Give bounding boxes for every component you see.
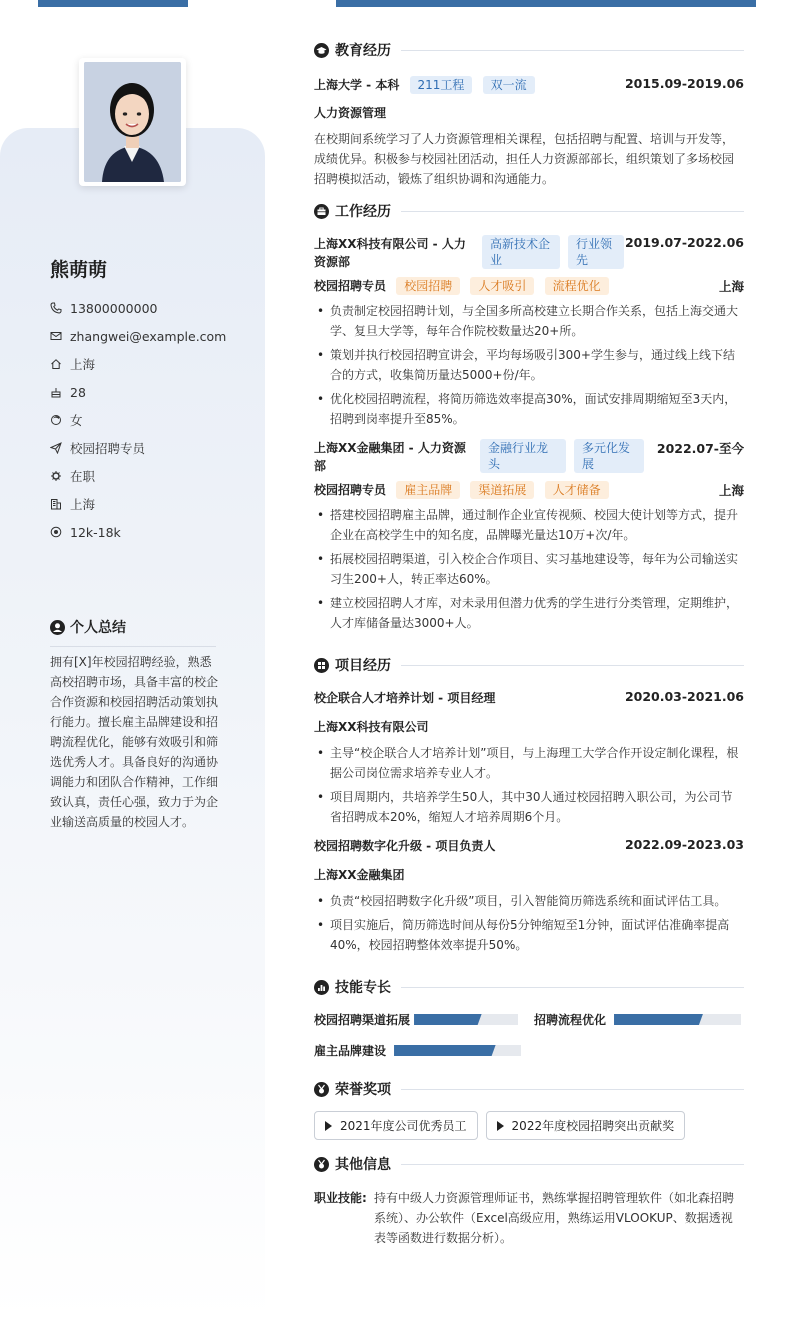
user-icon: [50, 620, 65, 635]
job-role-row: [314, 481, 744, 499]
projects-heading: [314, 653, 744, 677]
education-tag: 双一流: [483, 76, 535, 94]
education-title: 教育经历: [335, 43, 391, 59]
summary-text: 拥有[X]年校园招聘经验，熟悉高校招聘市场，具备丰富的校企合作资源和校园招聘活动策划执行能力。擅长雇主品牌建设和招聘流程优化，能够有效吸引和筛选优秀人才。具备良好的沟通协调能力和团队合作精神，工作细致认真，责任心强，致力于为企业输送高质量的校园人才。: [50, 655, 219, 829]
grid-icon: [314, 658, 329, 673]
contact-position: [50, 434, 260, 462]
job-company-group: [314, 235, 624, 271]
list-item: • 项目实施后，简历筛选时间从每份5分钟缩短至1分钟，面试评估准确率提高40%，校园招聘整体效率提升50%。: [314, 915, 744, 955]
contact-gender: [50, 406, 260, 434]
project-name: 校企联合人才培养计划 - 项目经理: [314, 691, 496, 705]
section-rule: [401, 50, 744, 51]
job-role-group: [314, 277, 609, 295]
job-company-group: [314, 439, 644, 475]
skill-name: 雇主品牌建设: [314, 1044, 387, 1058]
other-text: 持有中级人力资源管理师证书，熟练掌握招聘管理软件（如北森招聘系统）、办公软件（Excel高级应用，熟练运用VLOOKUP、数据透视表等函数进行数据分析）。: [374, 1191, 735, 1245]
skills-title: 技能专长: [335, 980, 391, 996]
project-header-row: [314, 689, 744, 706]
skill-bar: [614, 1014, 741, 1025]
job-role-row: [314, 277, 744, 295]
job-role: 校园招聘专员: [314, 279, 387, 293]
section-rule: [401, 1164, 744, 1165]
mail-icon: [50, 330, 62, 342]
job-date: 2022.07-至今: [656, 441, 744, 456]
awards-title: 荣誉奖项: [335, 1082, 391, 1098]
other-label: 职业技能:: [314, 1191, 367, 1205]
medal-icon: [314, 1157, 329, 1172]
section-rule: [401, 211, 744, 212]
contact-city: [50, 490, 260, 518]
section-rule: [401, 1089, 744, 1090]
other-heading: [314, 1152, 744, 1176]
work-title: 工作经历: [335, 204, 391, 220]
section-rule: [401, 987, 744, 988]
contact-salary: [50, 518, 260, 546]
job-date: 2019.07-2022.06: [624, 235, 744, 250]
education-major: 人力资源管理: [314, 106, 387, 120]
list-item: • 拓展校园招聘渠道，引入校企合作项目、实习基地建设等，每年为公司输送实习生200+人，转正率达60%。: [314, 549, 744, 589]
award-item: [314, 1111, 478, 1140]
location-text: 上海: [70, 357, 96, 372]
skill-bar: [394, 1045, 521, 1056]
triangle-icon: [497, 1121, 504, 1131]
contact-age: [50, 378, 260, 406]
education-heading: [314, 38, 744, 62]
phone-icon: [50, 302, 62, 314]
project-name: 校园招聘数字化升级 - 项目负责人: [314, 839, 496, 853]
job-city: 上海: [718, 483, 744, 498]
awards-heading: [314, 1077, 744, 1101]
role-tag: 雇主品牌: [396, 481, 460, 499]
project-entry: [314, 689, 744, 827]
job-header-row: [314, 439, 744, 475]
target-icon: [50, 526, 62, 538]
list-item: • 优化校园招聘流程，将简历筛选效率提高30%，面试安排周期缩短至3天内，招聘到岗率提升至85%。: [314, 389, 744, 429]
contact-location: [50, 350, 260, 378]
list-item: • 负责“校园招聘数字化升级”项目，引入智能简历筛选系统和面试评估工具。: [314, 891, 744, 911]
project-entry: [314, 837, 744, 955]
job-tag: 多元化发展: [574, 439, 644, 473]
candidate-name: 熊萌萌: [50, 259, 108, 281]
building-icon: [50, 498, 62, 510]
job-role-group: [314, 481, 609, 499]
list-item: • 主导“校企联合人才培养计划”项目，与上海理工大学合作开设定制化课程，根据公司岗位需求培养专业人才。: [314, 743, 744, 783]
medal-icon: [314, 1082, 329, 1097]
status-icon: [50, 470, 62, 482]
skills-heading: [314, 975, 744, 999]
job-tag: 金融行业龙头: [480, 439, 566, 473]
summary-title-text: 个人总结: [70, 620, 126, 636]
briefcase-icon: [314, 204, 329, 219]
email-text: zhangwei@example.com: [70, 328, 227, 344]
contact-list: [50, 294, 260, 546]
job-bullets: [314, 301, 744, 429]
job-bullets: [314, 505, 744, 633]
other-row: [314, 1188, 744, 1248]
award-item: [486, 1111, 686, 1140]
project-org: 上海XX科技有限公司: [314, 720, 429, 734]
skill-item: [314, 1042, 521, 1059]
job-tag: 行业领先: [568, 235, 624, 269]
role-tag: 人才储备: [545, 481, 609, 499]
skill-bar: [414, 1014, 518, 1025]
project-date: 2020.03-2021.06: [624, 689, 744, 704]
status-text: 在职: [70, 469, 96, 484]
list-item: • 搭建校园招聘雇主品牌，通过制作企业宣传视频、校园大使计划等方式，提升企业在高校学生中的知名度，品牌曝光量达10万+次/年。: [314, 505, 744, 545]
work-heading: [314, 199, 744, 223]
list-item: • 建立校园招聘人才库，对未录用但潜力优秀的学生进行分类管理，定期维护，人才库储备量达3000+人。: [314, 593, 744, 633]
top-accent-bar-right: [336, 0, 756, 7]
skill-name: 校园招聘渠道拓展: [314, 1013, 411, 1027]
profile-photo: [84, 62, 181, 182]
project-bullets: [314, 743, 744, 827]
other-title: 其他信息: [335, 1157, 391, 1173]
job-company: 上海XX金融集团 - 人力资源部: [314, 441, 466, 473]
avatar: [79, 58, 186, 186]
contact-phone: [50, 294, 260, 322]
contact-status: [50, 462, 260, 490]
cake-icon: [50, 386, 62, 398]
skill-bar-fill: [394, 1045, 496, 1056]
role-tag: 流程优化: [545, 277, 609, 295]
job-entry: [314, 439, 744, 633]
phone-text: 13800000000: [70, 300, 158, 316]
education-date: 2015.09-2019.06: [624, 76, 744, 91]
project-date: 2022.09-2023.03: [624, 837, 744, 852]
award-text: 2022年度校园招聘突出贡献奖: [511, 1119, 675, 1133]
awards-list: [314, 1111, 744, 1140]
role-tag: 人才吸引: [470, 277, 534, 295]
gender-text: 女: [70, 413, 83, 428]
position-text: 校园招聘专员: [70, 441, 146, 456]
role-tag: 校园招聘: [396, 277, 460, 295]
salary-text: 12k-18k: [70, 524, 121, 540]
list-item: • 负责制定校园招聘计划，与全国多所高校建立长期合作关系，包括上海交通大学、复旦大学等，每年合作院校数量达20+所。: [314, 301, 744, 341]
education-school-group: [314, 76, 535, 94]
list-item: • 策划并执行校园招聘宣讲会，平均每场吸引300+学生参与，通过线上线下结合的方式，收集简历量达5000+份/年。: [314, 345, 744, 385]
city-text: 上海: [70, 497, 96, 512]
education-school: 上海大学 - 本科: [314, 78, 400, 92]
skill-bar-fill: [414, 1014, 482, 1025]
role-tag: 渠道拓展: [470, 481, 534, 499]
job-header-row: [314, 235, 744, 271]
summary-divider: [50, 646, 216, 647]
education-desc: 在校期间系统学习了人力资源管理相关课程，包括招聘与配置、培训与开发等，成绩优异。积极参与校园社团活动，担任人力资源部部长，组织策划了多场校园招聘模拟活动，锻炼了组织协调和沟通能力。: [314, 132, 735, 186]
top-accent-bar-left: [38, 0, 188, 7]
education-tag: 211工程: [410, 76, 473, 94]
education-header-row: [314, 76, 744, 94]
award-text: 2021年度公司优秀员工: [340, 1119, 467, 1133]
list-item: • 项目周期内，共培养学生50人，其中30人通过校园招聘入职公司，为公司节省招聘成本20%，缩短人才培养周期6个月。: [314, 787, 744, 827]
gender-icon: [50, 414, 62, 426]
skills-row: [314, 1011, 744, 1028]
project-bullets: [314, 891, 744, 955]
job-role: 校园招聘专员: [314, 483, 387, 497]
skill-bar-fill: [614, 1014, 703, 1025]
skill-name: 招聘流程优化: [534, 1013, 607, 1027]
skill-item: [534, 1011, 741, 1028]
main-content: [314, 38, 744, 1248]
home-icon: [50, 358, 62, 370]
job-company: 上海XX科技有限公司 - 人力资源部: [314, 237, 466, 269]
projects-title: 项目经历: [335, 658, 391, 674]
project-org: 上海XX金融集团: [314, 868, 405, 882]
send-icon: [50, 442, 62, 454]
skill-item: [314, 1011, 534, 1028]
bar-chart-icon: [314, 980, 329, 995]
graduation-cap-icon: [314, 43, 329, 58]
job-city: 上海: [718, 279, 744, 294]
triangle-icon: [325, 1121, 332, 1131]
section-rule: [401, 665, 744, 666]
contact-email: [50, 322, 260, 350]
summary-heading: [50, 617, 126, 637]
job-entry: [314, 235, 744, 429]
project-header-row: [314, 837, 744, 854]
job-tag: 高新技术企业: [482, 235, 560, 269]
skills-row: [314, 1042, 744, 1059]
age-text: 28: [70, 384, 86, 400]
